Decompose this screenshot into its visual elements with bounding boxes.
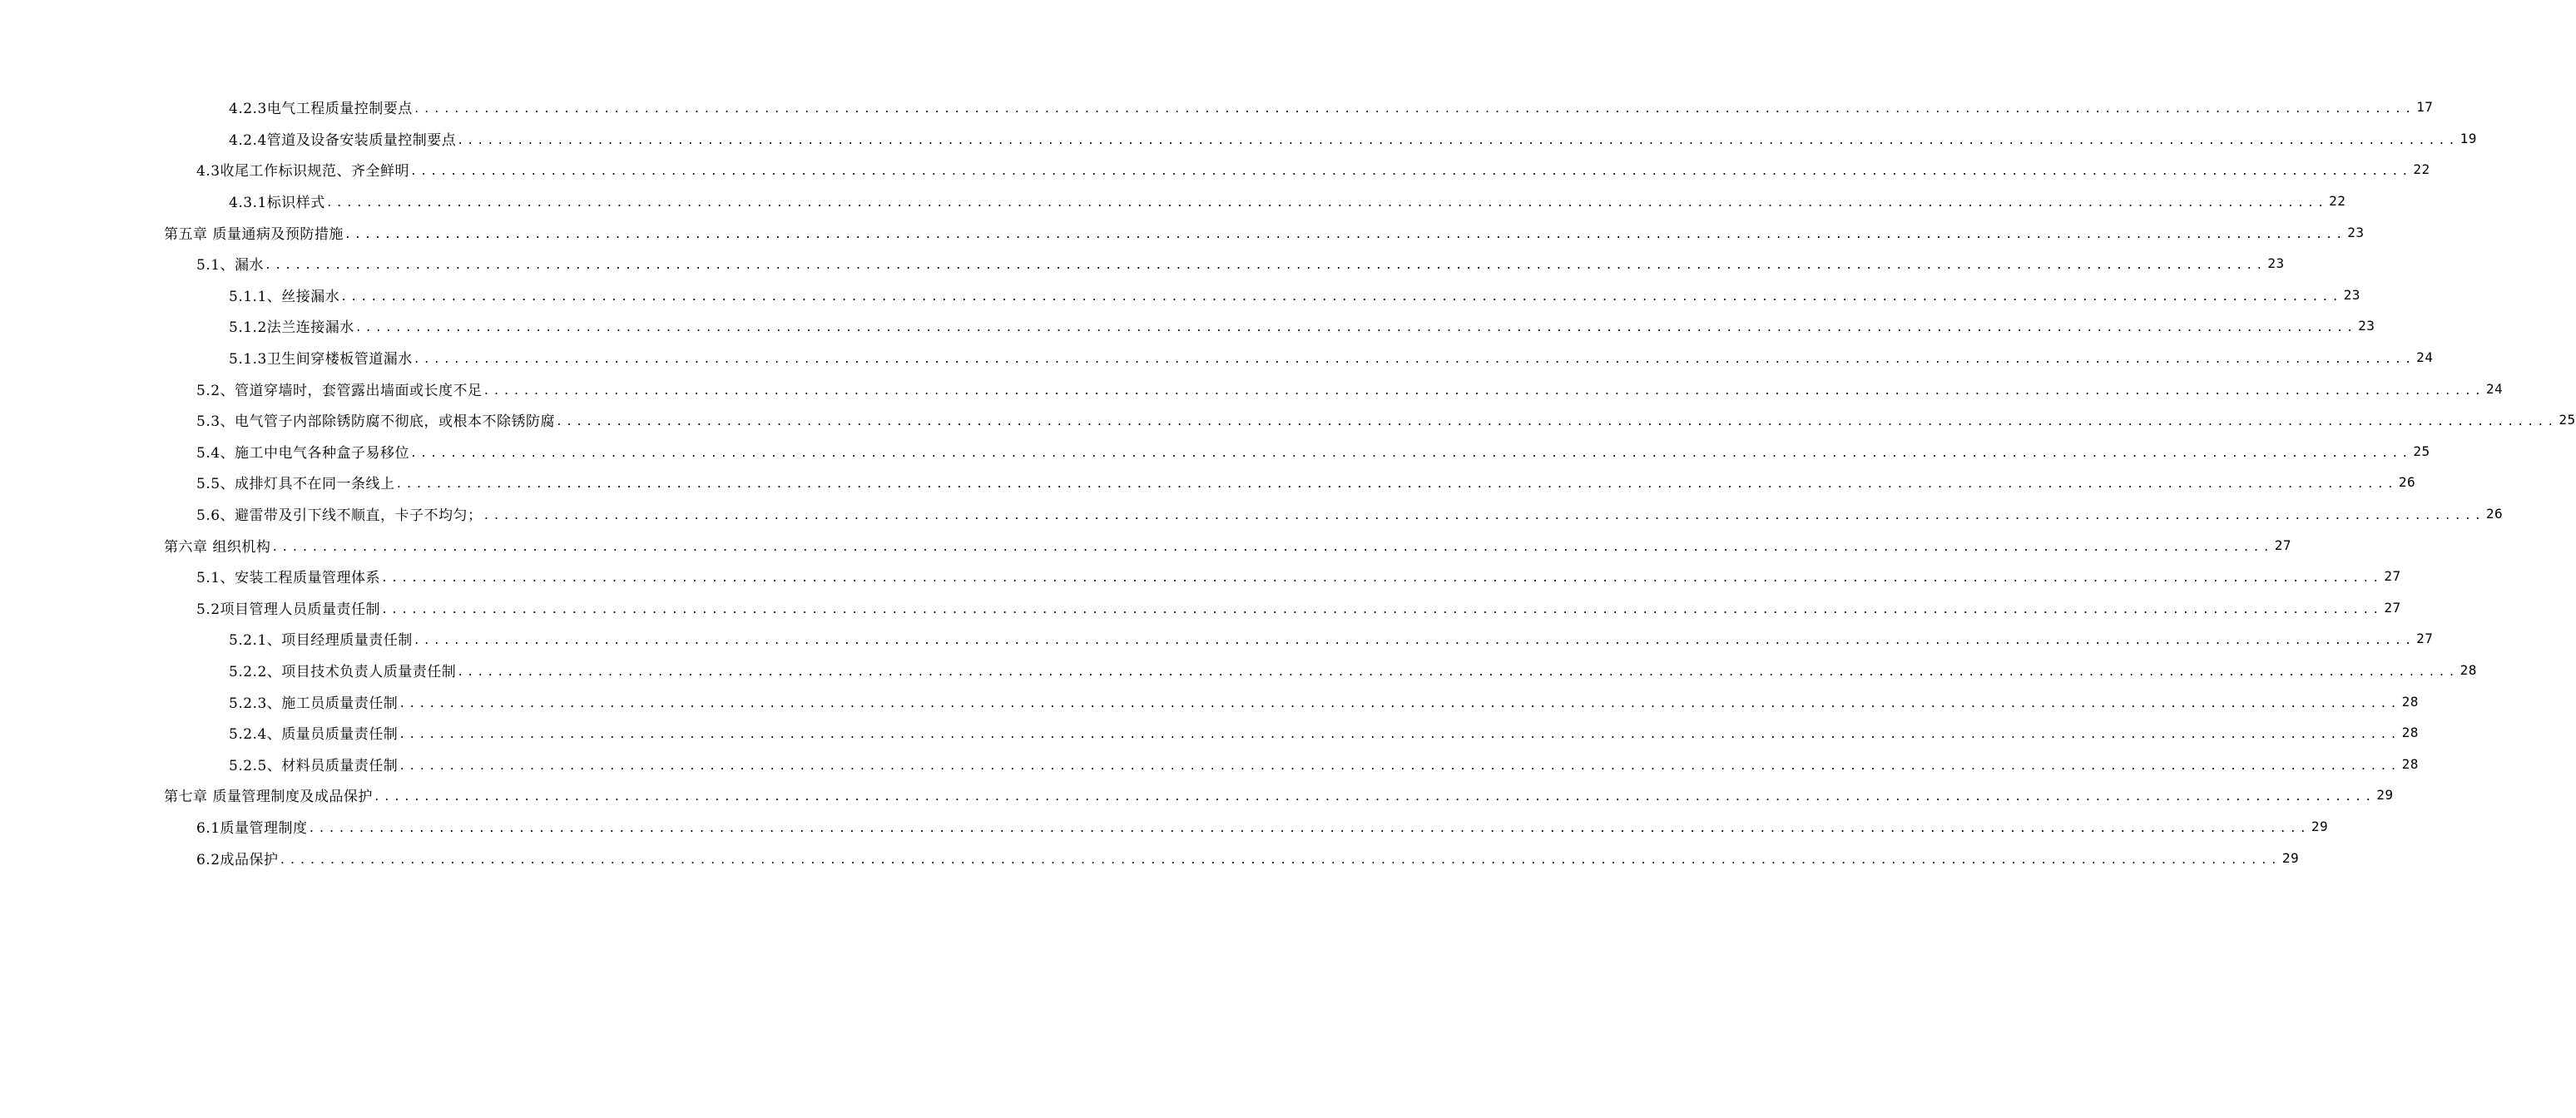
toc-entry[interactable]	[0, 561, 2401, 592]
toc-dot-leader: ........................................................................................................................................................................................................	[556, 416, 2558, 429]
toc-dot-leader: ........................................................................................................................................................................................................	[279, 853, 2281, 867]
toc-entry-title: 第七章 质量管理制度及成品保护	[164, 789, 373, 806]
toc-entry-page-number: 23	[2358, 318, 2375, 334]
toc-entry[interactable]	[0, 592, 2401, 624]
toc-entry[interactable]	[0, 842, 2300, 873]
toc-entry[interactable]	[0, 685, 2419, 717]
toc-dot-leader: ........................................................................................................................................................................................................	[483, 510, 2484, 523]
toc-entry-page-number: 25	[2413, 443, 2430, 459]
toc-dot-leader: ........................................................................................................................................................................................................	[413, 354, 2415, 367]
toc-entry-page-number: 23	[2347, 224, 2365, 240]
toc-entry[interactable]	[0, 154, 2430, 186]
toc-dot-leader: ........................................................................................................................................................................................................	[413, 635, 2415, 648]
toc-entry[interactable]	[0, 779, 2394, 811]
toc-entry-page-number: 24	[2485, 380, 2504, 397]
toc-dot-leader: ........................................................................................................................................................................................................	[271, 541, 2273, 554]
toc-entry[interactable]	[0, 404, 2576, 436]
toc-entry-title: 5.2.1、项目经理质量责任制	[229, 632, 413, 650]
toc-entry-page-number: 27	[2384, 599, 2401, 616]
toc-entry-title: 4.3.1标识样式	[229, 195, 325, 212]
toc-entry-title: 5.1.1、丝接漏水	[229, 288, 340, 305]
toc-dot-leader: ........................................................................................................................................................................................................	[381, 572, 2383, 586]
toc-entry-page-number: 19	[2460, 130, 2477, 146]
toc-entry-page-number: 28	[2460, 661, 2477, 678]
table-of-contents	[0, 92, 2576, 873]
toc-entry-title: 第六章 组织机构	[164, 538, 271, 556]
toc-entry-page-number: 28	[2401, 693, 2419, 710]
toc-entry[interactable]	[0, 436, 2430, 467]
toc-entry-title: 5.1、漏水	[196, 257, 265, 275]
toc-dot-leader: ........................................................................................................................................................................................................	[325, 197, 2328, 210]
toc-entry-title: 4.2.3电气工程质量控制要点	[229, 101, 413, 118]
toc-dot-leader: ........................................................................................................................................................................................................	[399, 729, 2400, 742]
toc-entry[interactable]	[0, 248, 2285, 280]
toc-entry[interactable]	[0, 498, 2504, 530]
toc-dot-leader: ........................................................................................................................................................................................................	[457, 134, 2459, 147]
toc-entry-page-number: 28	[2401, 755, 2419, 772]
toc-entry-page-number: 23	[2343, 286, 2361, 303]
toc-entry[interactable]	[0, 92, 2434, 123]
toc-entry-title: 6.1质量管理制度	[196, 819, 308, 837]
toc-dot-leader: ........................................................................................................................................................................................................	[308, 822, 2310, 835]
toc-entry[interactable]	[0, 467, 2416, 498]
toc-entry[interactable]	[0, 373, 2504, 404]
toc-dot-leader: ........................................................................................................................................................................................................	[381, 603, 2383, 616]
toc-entry-title: 5.2项目管理人员质量责任制	[196, 601, 381, 618]
toc-entry-page-number: 24	[2416, 349, 2434, 366]
toc-entry-page-number: 23	[2267, 255, 2285, 272]
toc-dot-leader: ........................................................................................................................................................................................................	[413, 103, 2415, 116]
toc-dot-leader: ........................................................................................................................................................................................................	[395, 478, 2397, 492]
toc-entry-page-number: 29	[2311, 818, 2329, 834]
toc-dot-leader: ........................................................................................................................................................................................................	[399, 759, 2400, 773]
toc-dot-leader: ........................................................................................................................................................................................................	[410, 166, 2412, 179]
toc-entry-page-number: 27	[2384, 568, 2401, 585]
toc-dot-leader: ........................................................................................................................................................................................................	[354, 322, 2357, 335]
toc-entry-page-number: 28	[2401, 725, 2419, 741]
toc-dot-leader: ........................................................................................................................................................................................................	[265, 260, 2266, 273]
toc-entry[interactable]	[0, 655, 2477, 686]
toc-entry[interactable]	[0, 342, 2434, 373]
toc-entry-title: 5.6、避雷带及引下线不顺直，卡子不均匀；	[196, 507, 483, 525]
toc-entry[interactable]	[0, 123, 2477, 155]
toc-entry-title: 6.2成品保护	[196, 851, 279, 868]
toc-entry[interactable]	[0, 310, 2375, 342]
toc-dot-leader: ........................................................................................................................................................................................................	[457, 665, 2459, 679]
toc-entry-title: 4.3收尾工作标识规范、齐全鲜明	[196, 163, 410, 181]
toc-entry-title: 5.2.4、质量员质量责任制	[229, 726, 399, 744]
toc-entry[interactable]	[0, 717, 2419, 749]
toc-entry-page-number: 22	[2413, 161, 2430, 178]
toc-entry-title: 5.1、安装工程质量管理体系	[196, 570, 381, 587]
toc-entry-title: 5.2.2、项目技术负责人质量责任制	[229, 663, 457, 680]
toc-dot-leader: ........................................................................................................................................................................................................	[399, 697, 2400, 710]
toc-dot-leader: ........................................................................................................................................................................................................	[344, 228, 2346, 241]
toc-entry[interactable]	[0, 216, 2365, 248]
toc-entry-page-number: 27	[2274, 537, 2292, 553]
toc-entry[interactable]	[0, 186, 2346, 217]
toc-entry-title: 5.2.3、施工员质量责任制	[229, 695, 399, 712]
toc-entry-page-number: 25	[2559, 412, 2576, 428]
toc-dot-leader: ........................................................................................................................................................................................................	[340, 290, 2342, 304]
toc-dot-leader: ........................................................................................................................................................................................................	[410, 447, 2412, 460]
toc-dot-leader: ........................................................................................................................................................................................................	[483, 384, 2484, 398]
toc-entry-title: 5.5、成排灯具不在同一条线上	[196, 476, 395, 493]
toc-dot-leader: ........................................................................................................................................................................................................	[373, 791, 2375, 804]
toc-entry-page-number: 29	[2281, 849, 2300, 866]
toc-entry-page-number: 26	[2485, 506, 2504, 522]
toc-entry[interactable]	[0, 811, 2329, 843]
toc-entry-title: 5.2、管道穿墙时，套管露出墙面或长度不足	[196, 382, 483, 399]
toc-entry-title: 5.4、施工中电气各种盒子易移位	[196, 444, 410, 462]
toc-entry[interactable]	[0, 529, 2292, 561]
toc-entry-title: 5.1.3卫生间穿楼板管道漏水	[229, 351, 413, 369]
toc-entry-page-number: 27	[2416, 631, 2434, 647]
toc-entry-page-number: 17	[2416, 99, 2434, 116]
toc-entry-title: 5.3、电气管子内部除锈防腐不彻底，或根本不除锈防腐	[196, 413, 556, 431]
toc-entry-page-number: 22	[2329, 193, 2346, 210]
toc-entry-title: 第五章 质量通病及预防措施	[164, 225, 344, 243]
toc-entry[interactable]	[0, 623, 2434, 655]
toc-entry-title: 4.2.4管道及设备安装质量控制要点	[229, 131, 457, 149]
toc-entry-page-number: 26	[2398, 474, 2416, 491]
toc-entry-title: 5.1.2法兰连接漏水	[229, 319, 354, 337]
toc-entry-page-number: 29	[2376, 787, 2394, 804]
toc-entry[interactable]	[0, 280, 2361, 311]
toc-entry-title: 5.2.5、材料员质量责任制	[229, 757, 399, 774]
toc-entry[interactable]	[0, 748, 2419, 779]
